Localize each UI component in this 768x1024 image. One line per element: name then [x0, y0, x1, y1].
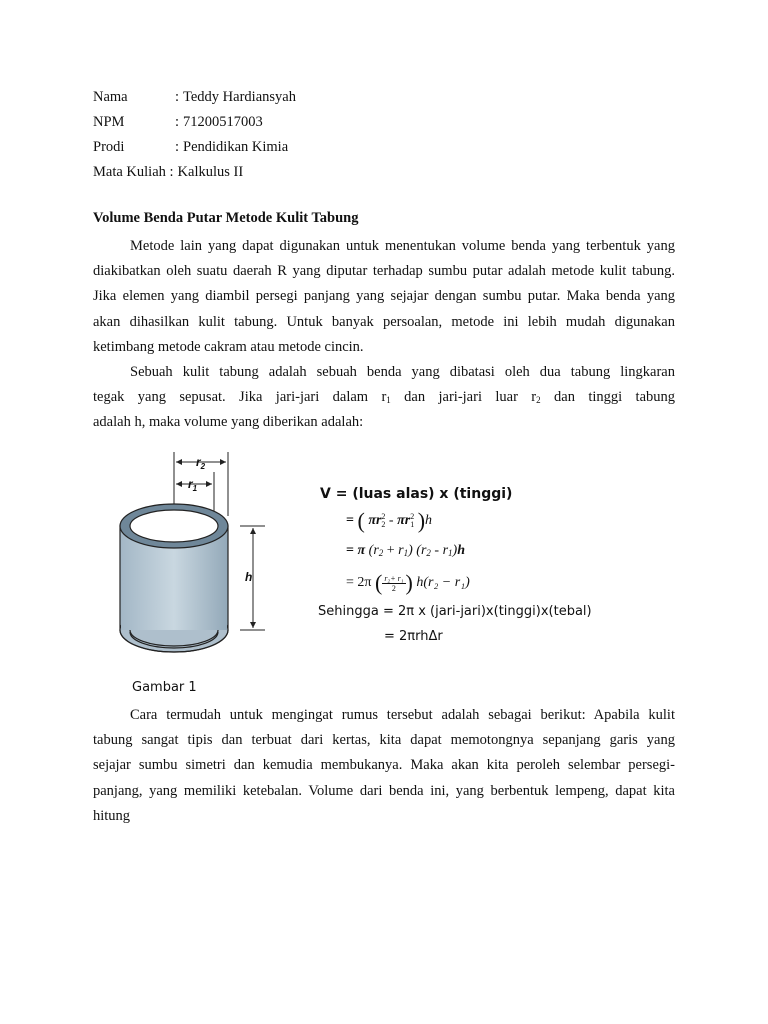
equals-sign: = — [346, 543, 354, 558]
equals-sign: = — [346, 513, 354, 529]
r-symbol: r — [375, 513, 382, 529]
paren: ( — [416, 543, 421, 558]
paren: ) — [452, 543, 458, 558]
pi-symbol: π — [368, 513, 376, 529]
paren: ( — [368, 543, 374, 558]
paragraph-line: tabung sangat tipis dan terbuat dari kertas, kita dapat memotongnya sepanjang garis yang — [93, 732, 675, 749]
paragraph-line: panjang, yang memiliki ketebalan. Volume dari benda ini, yang berbentuk lempeng, dapat kita — [93, 782, 675, 799]
formula-line-2 — [346, 508, 432, 534]
info-separator: : — [175, 139, 180, 155]
formula-line-5: Sehingga = 2π x (jari-jari)x(tinggi)x(tebal) — [318, 604, 592, 619]
info-nama-label: Nama — [93, 89, 128, 105]
paragraph-2 — [93, 360, 675, 436]
info-separator: : — [169, 164, 174, 180]
h-label: h — [245, 570, 253, 584]
info-prodi — [93, 138, 288, 156]
cylinder-diagram — [110, 450, 280, 660]
info-npm-label: NPM — [93, 114, 125, 130]
text-segment: dan jari-jari luar r — [390, 389, 537, 406]
info-prodi-value: Pendidikan Kimia — [183, 139, 289, 155]
pi-symbol: π — [357, 543, 366, 558]
info-mk-label: Mata Kuliah — [93, 164, 166, 180]
paren: ) — [405, 570, 413, 595]
paren: ) — [408, 543, 413, 558]
paragraph-line: Jika elemen yang diambil persegi panjang yang sejajar dengan sumbu putar. Maka benda yang — [93, 288, 675, 305]
subscript: 2 — [381, 520, 386, 529]
subscript: 2 — [426, 548, 431, 558]
paragraph-line-radii — [93, 385, 675, 410]
formula-line-1: V = (luas alas) x (tinggi) — [320, 486, 513, 502]
formula-line-3 — [346, 543, 465, 559]
equals-sign: = — [346, 575, 354, 591]
sub-sup — [410, 513, 414, 529]
h-symbol: h — [425, 513, 433, 529]
subscript: 1 — [403, 548, 409, 558]
sub-sup — [381, 513, 385, 529]
info-separator: : — [175, 114, 180, 130]
paragraph-line: adalah h, maka volume yang diberikan adalah: — [93, 414, 364, 431]
superscript: 2 — [410, 512, 415, 521]
subscript: 1 — [410, 520, 415, 529]
text-segment: dan tinggi tabung — [540, 389, 676, 406]
info-nama-value: Teddy Hardiansyah — [183, 89, 296, 105]
paragraph-line: Cara termudah untuk mengingat rumus tersebut adalah sebagai berikut: Apabila kulit — [130, 707, 675, 723]
figure-caption: Gambar 1 — [132, 680, 197, 695]
text-segment: tegak yang sepusat. Jika jari-jari dalam r — [93, 389, 387, 406]
paragraph-line: sejajar sumbu simetri dan kemudia membukanya. Maka akan kita peroleh selembar persegi- — [93, 757, 675, 774]
two-pi: 2π — [357, 575, 372, 591]
paragraph-line: akan dihasilkan kulit tabung. Untuk banyak persoalan, metode ini lebih mudah digunakan — [93, 313, 675, 330]
info-separator: : — [175, 89, 180, 105]
info-prodi-label: Prodi — [93, 139, 125, 155]
r-symbol: r — [404, 513, 411, 529]
formula-tail: h(r₂ − r₁) — [416, 575, 470, 591]
info-mk-value: Kalkulus II — [177, 164, 244, 180]
minus: - — [430, 543, 443, 558]
info-mata-kuliah — [93, 163, 243, 181]
info-npm-value: 71200517003 — [183, 114, 263, 130]
fraction-denominator: 2 — [391, 583, 396, 593]
info-npm — [93, 113, 263, 131]
paren: ( — [357, 508, 365, 533]
h-symbol: h — [457, 543, 466, 558]
paragraph-line: Sebuah kulit tabung adalah sebuah benda yang dibatasi oleh dua tabung lingkaran — [130, 364, 675, 380]
paragraph-3 — [93, 703, 675, 829]
fraction-numerator: r₂+ r₁ — [384, 573, 404, 583]
info-nama — [93, 88, 296, 106]
r-symbol: r — [398, 543, 404, 558]
section-title: Volume Benda Putar Metode Kulit Tabung — [93, 210, 359, 226]
paren: ) — [417, 508, 426, 533]
paragraph-line: diakibatkan oleh suatu daerah R yang diputar terhadap sumbu putar adalah metode kulit tabung. — [93, 263, 675, 280]
formula-line-6: = 2πrhΔr — [384, 629, 443, 644]
plus: + — [383, 543, 399, 558]
paragraph-line: hitung — [93, 807, 131, 824]
r-symbol: r — [442, 543, 449, 558]
formula-line-4 — [346, 570, 470, 596]
r2-label: $r_2$ — [196, 455, 206, 471]
paragraph-line: ketimbang metode cakram atau metode cincin. — [93, 338, 364, 355]
subscript: 2 — [536, 395, 541, 406]
subscript: 1 — [448, 548, 453, 558]
minus: - — [388, 513, 398, 529]
pi-symbol: π — [397, 513, 405, 529]
subscript: 1 — [386, 395, 391, 406]
r-symbol: r — [420, 543, 427, 558]
superscript: 2 — [381, 512, 386, 521]
r1-label: $r_1$ — [188, 477, 198, 493]
paren: ( — [374, 570, 383, 595]
paragraph-line: Metode lain yang dapat digunakan untuk menentukan volume benda yang terbentuk yang — [130, 238, 675, 254]
paragraph-1 — [93, 234, 675, 360]
subscript: 2 — [378, 548, 384, 558]
fraction — [382, 574, 405, 593]
r-symbol: r — [373, 543, 379, 558]
cylindrical-shell-figure — [110, 450, 280, 665]
